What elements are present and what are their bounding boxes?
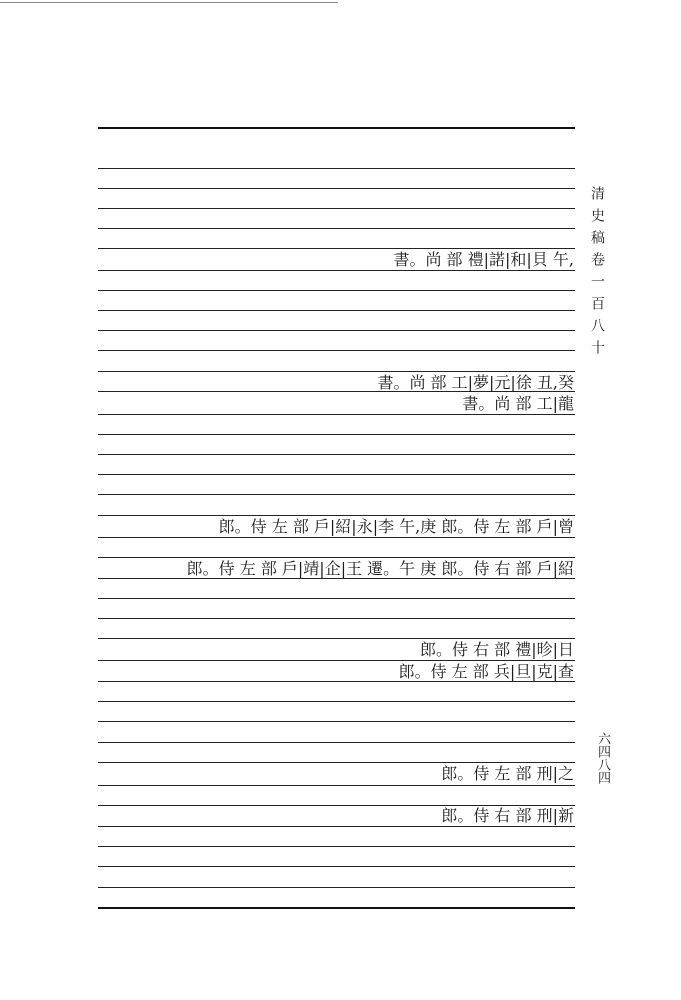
rule-line [98,537,575,538]
rule-line [98,638,575,639]
rule-line [98,270,575,271]
rule-line [98,474,575,475]
table-row: 書。尚 部 工|龍 [462,394,574,413]
rule-line [98,618,575,619]
rule-line [98,578,575,579]
rule-line [98,310,575,311]
rule-line [98,515,575,516]
rule-line [98,494,575,495]
table-row: 書。尚 部 工|夢|元|徐 丑,癸 [377,373,574,392]
table-row: 郎。侍 左 部 刑|之 [441,764,574,783]
page-number: 六四八四 [595,732,610,784]
rule-line [98,228,575,229]
rule-line [98,701,575,702]
rule-line [98,248,575,249]
rule-line [98,454,575,455]
table-top-rule [98,127,575,129]
rule-line [98,188,575,189]
rule-line [98,887,575,888]
table-row: 郎。侍 右 部 禮|昣|日 [419,640,574,659]
rule-line [98,208,575,209]
table-row: 郎。侍 左 部 戶|靖|企|王 遷。午 庚 郎。侍 右 部 戶|紹 [186,559,574,578]
rule-line [98,330,575,331]
rule-line [98,826,575,827]
rule-line [98,414,575,415]
rule-line [98,557,575,558]
running-title: 清史稿卷一百八十 [589,186,605,362]
rule-line [98,742,575,743]
rule-line [98,681,575,682]
rule-line [98,598,575,599]
table-row: 郎。侍 左 部 戶|紹|永|李 午,庚 郎。侍 左 部 戶|曾 [218,517,574,536]
table-row: 郎。侍 右 部 刑|新 [441,806,574,825]
rule-line [98,660,575,661]
rule-line [98,846,575,847]
rule-line [98,785,575,786]
table-row: 郎。侍 左 部 兵|旦|克|查 [398,662,574,681]
rule-line [98,434,575,435]
table-bottom-rule [98,907,575,909]
rule-line [98,762,575,763]
rule-line [98,371,575,372]
rule-line [98,168,575,169]
table-row: 書。尚 部 禮|諾|和|貝 午, [393,250,574,269]
rule-line [98,721,575,722]
rule-line [98,866,575,867]
rule-line [98,290,575,291]
rule-line [98,350,575,351]
